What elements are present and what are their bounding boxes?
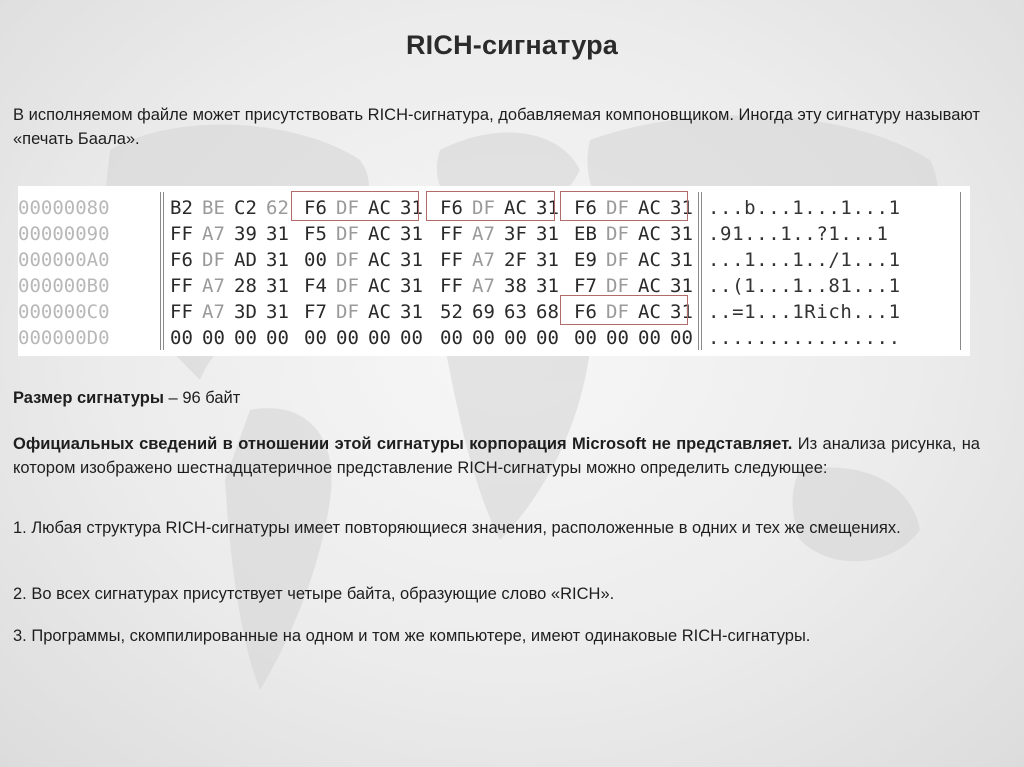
- hex-byte: 31: [266, 275, 289, 297]
- hex-byte: 28: [234, 275, 257, 297]
- hex-byte: 00: [336, 327, 359, 349]
- intro-paragraph: В исполняемом файле может присутствовать RICH-сигнатура, добавляемая компоновщиком. Иногда эту сигнатуру называют «печать Баала».: [13, 106, 980, 148]
- hex-ascii: ..=1...1Rich...1: [708, 301, 901, 323]
- hex-byte: 31: [266, 249, 289, 271]
- highlight-box: [291, 191, 419, 221]
- list-item: 3. Программы, скомпилированные на одном и том же компьютере, имеют одинаковые RICH-сигнатуры.: [13, 627, 811, 645]
- hex-offset: 000000C0: [18, 301, 110, 323]
- hex-ascii: ...b...1...1...1: [708, 197, 901, 219]
- hex-byte: 00: [670, 327, 693, 349]
- hex-offset: 000000A0: [18, 249, 110, 271]
- highlight-box: [560, 191, 688, 221]
- hex-byte: F6: [304, 197, 327, 219]
- hex-byte: C2: [234, 197, 257, 219]
- hex-byte: 31: [536, 275, 559, 297]
- hex-byte: 31: [400, 275, 423, 297]
- hex-byte: DF: [606, 275, 629, 297]
- hex-byte: 31: [266, 223, 289, 245]
- hex-separator: [698, 192, 699, 350]
- hex-byte: F6: [440, 197, 463, 219]
- hex-byte: 00: [504, 327, 527, 349]
- hex-byte: FF: [170, 275, 193, 297]
- hex-byte: 31: [400, 197, 423, 219]
- hex-byte: F7: [304, 301, 327, 323]
- hex-byte: 00: [304, 249, 327, 271]
- signature-size: [13, 386, 980, 410]
- hex-byte: 31: [400, 301, 423, 323]
- hex-byte: FF: [440, 249, 463, 271]
- hex-separator: [701, 192, 702, 350]
- hex-byte: A7: [472, 275, 495, 297]
- hex-byte: 00: [170, 327, 193, 349]
- hex-byte: 00: [368, 327, 391, 349]
- list-item: 2. Во всех сигнатурах присутствует четыре байта, образующие слово «RICH».: [13, 585, 615, 603]
- hex-ascii: ..(1...1..81...1: [708, 275, 901, 297]
- hex-byte: 00: [202, 327, 225, 349]
- hex-ascii: ................: [708, 327, 901, 349]
- hex-byte: DF: [336, 197, 359, 219]
- signature-size-label: Размер сигнатуры: [13, 389, 164, 407]
- hex-byte: 62: [266, 197, 289, 219]
- hex-byte: 00: [574, 327, 597, 349]
- hex-offset: 000000B0: [18, 275, 110, 297]
- hex-byte: 39: [234, 223, 257, 245]
- hex-byte: AC: [368, 223, 391, 245]
- hex-byte: DF: [336, 275, 359, 297]
- hex-byte: EB: [574, 223, 597, 245]
- hex-byte: 31: [400, 223, 423, 245]
- hex-byte: 69: [472, 301, 495, 323]
- hex-offset: 00000080: [18, 197, 110, 219]
- hex-byte: F6: [170, 249, 193, 271]
- hex-byte: 31: [670, 275, 693, 297]
- page-title: RICH-сигнатура: [405, 30, 619, 60]
- hex-byte: 00: [400, 327, 423, 349]
- hex-byte: BE: [202, 197, 225, 219]
- hex-byte: A7: [202, 223, 225, 245]
- hex-dump-figure: [18, 186, 970, 356]
- hex-byte: AC: [638, 197, 661, 219]
- hex-byte: 31: [400, 249, 423, 271]
- hex-byte: FF: [440, 275, 463, 297]
- hex-byte: AD: [234, 249, 257, 271]
- hex-byte: 31: [670, 223, 693, 245]
- hex-separator: [160, 192, 161, 350]
- hex-byte: DF: [202, 249, 225, 271]
- hex-byte: DF: [606, 301, 629, 323]
- hex-byte: 31: [670, 197, 693, 219]
- hex-byte: 31: [536, 223, 559, 245]
- hex-byte: 00: [536, 327, 559, 349]
- highlight-box: [426, 191, 555, 221]
- hex-byte: AC: [368, 249, 391, 271]
- hex-byte: FF: [170, 223, 193, 245]
- hex-separator: [163, 192, 164, 350]
- hex-byte: AC: [368, 197, 391, 219]
- hex-byte: 31: [670, 301, 693, 323]
- hex-byte: 3F: [504, 223, 527, 245]
- hex-byte: 31: [536, 197, 559, 219]
- hex-byte: AC: [638, 301, 661, 323]
- hex-byte: FF: [440, 223, 463, 245]
- hex-byte: DF: [336, 249, 359, 271]
- hex-byte: 00: [266, 327, 289, 349]
- hex-byte: 2F: [504, 249, 527, 271]
- signature-size-value: – 96 байт: [163, 389, 241, 407]
- hex-ascii: ...1...1../1...1: [708, 249, 901, 271]
- hex-byte: 31: [266, 301, 289, 323]
- hex-byte: DF: [606, 197, 629, 219]
- official-bold-text: Официальных сведений в отношении этой сигнатуры корпорация Microsoft не представляет.: [13, 435, 793, 453]
- hex-byte: A7: [472, 249, 495, 271]
- hex-byte: 3D: [234, 301, 257, 323]
- official-rest-text: Из анализа рисунка, на котором изображено шестнадцатеричное представление RICH-сигнатуры можно определить следующее:: [13, 435, 980, 477]
- hex-byte: E9: [574, 249, 597, 271]
- hex-byte: AC: [504, 197, 527, 219]
- hex-byte: DF: [606, 249, 629, 271]
- highlight-box: [560, 295, 688, 325]
- hex-byte: 63: [504, 301, 527, 323]
- hex-byte: F4: [304, 275, 327, 297]
- hex-byte: 00: [234, 327, 257, 349]
- hex-byte: B2: [170, 197, 193, 219]
- hex-byte: AC: [368, 275, 391, 297]
- hex-byte: F5: [304, 223, 327, 245]
- hex-byte: F7: [574, 275, 597, 297]
- official-paragraph: [13, 432, 980, 480]
- hex-byte: 31: [536, 249, 559, 271]
- hex-byte: A7: [202, 275, 225, 297]
- hex-byte: AC: [368, 301, 391, 323]
- hex-byte: 31: [670, 249, 693, 271]
- hex-separator: [960, 192, 961, 350]
- hex-byte: 00: [472, 327, 495, 349]
- hex-byte: A7: [472, 223, 495, 245]
- hex-byte: 00: [440, 327, 463, 349]
- hex-byte: DF: [606, 223, 629, 245]
- hex-byte: DF: [336, 301, 359, 323]
- hex-byte: AC: [638, 275, 661, 297]
- hex-byte: 68: [536, 301, 559, 323]
- hex-byte: 00: [304, 327, 327, 349]
- hex-byte: DF: [336, 223, 359, 245]
- list-item: 1. Любая структура RICH-сигнатуры имеет повторяющиеся значения, расположенные в одних и тех же смещениях.: [13, 519, 901, 537]
- hex-byte: AC: [638, 223, 661, 245]
- hex-offset: 000000D0: [18, 327, 110, 349]
- hex-byte: 00: [606, 327, 629, 349]
- hex-byte: FF: [170, 301, 193, 323]
- hex-byte: 00: [638, 327, 661, 349]
- hex-byte: 38: [504, 275, 527, 297]
- hex-byte: F6: [574, 301, 597, 323]
- hex-byte: DF: [472, 197, 495, 219]
- hex-byte: 52: [440, 301, 463, 323]
- hex-offset: 00000090: [18, 223, 110, 245]
- hex-byte: F6: [574, 197, 597, 219]
- hex-ascii: .91...1..?1...1: [708, 223, 889, 245]
- hex-byte: AC: [638, 249, 661, 271]
- hex-byte: A7: [202, 301, 225, 323]
